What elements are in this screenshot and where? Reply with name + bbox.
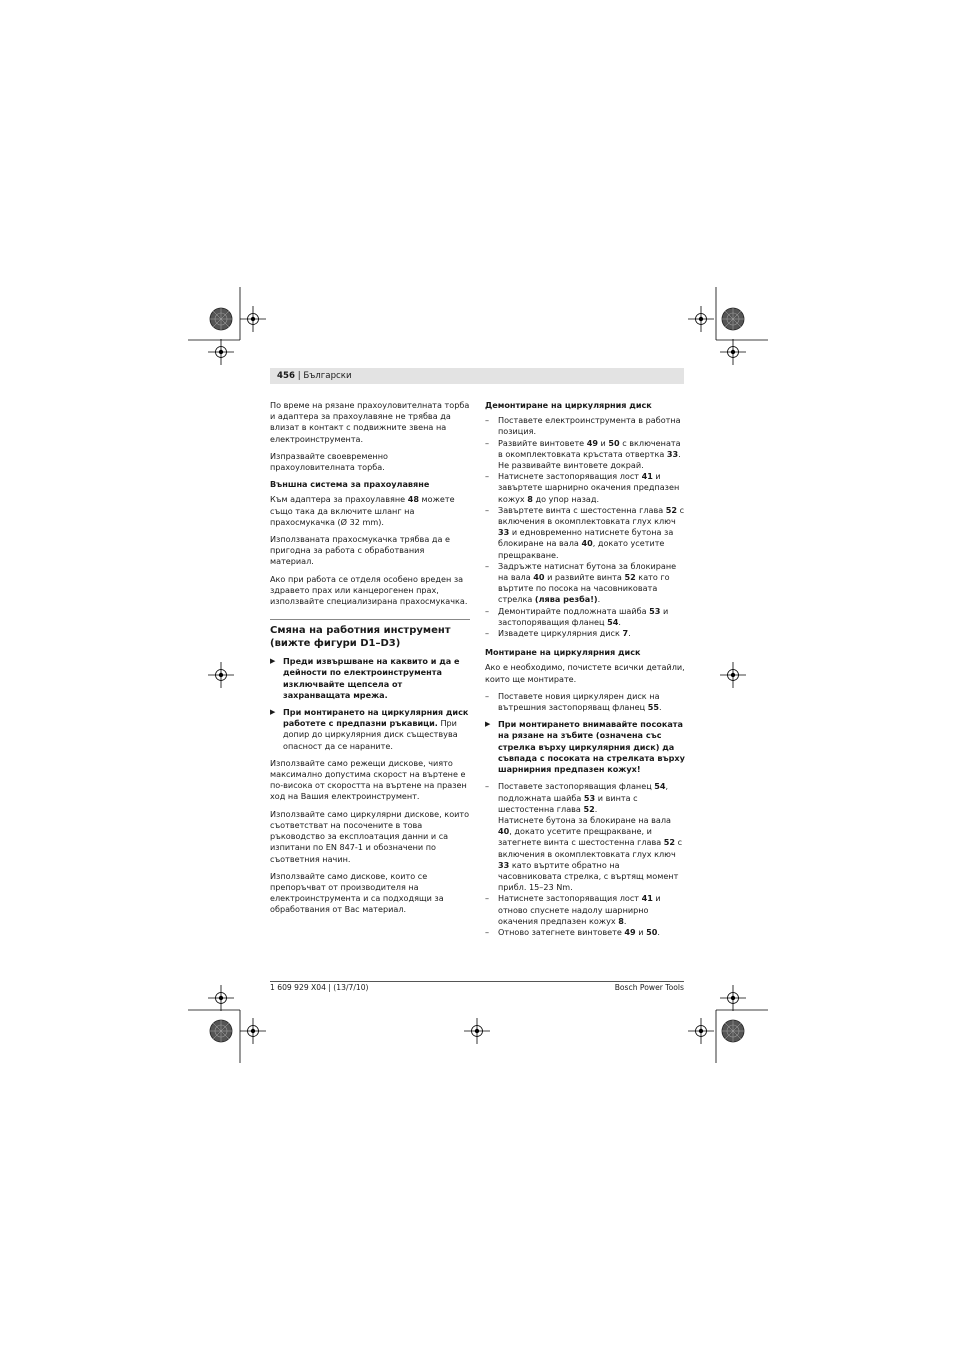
list-item: – Отново затегнете винтовете 49 и 50. <box>485 927 685 938</box>
mount-steps <box>485 691 685 938</box>
paragraph: Ако е необходимо, почистете всички детайли, които ще монтирате. <box>485 662 685 684</box>
list-item: – Натиснете застопоряващия лост 41 и завъртете шарнирно окачения предпазен кожух 8 до упор назад. <box>485 471 685 505</box>
page-header <box>270 368 684 384</box>
paragraph: Използвайте само режещи дискове, чиято максимално допустима скорост на въртене е по-висока от скоростта на въртене на празен ход на Вашия електроинструмент. <box>270 757 467 802</box>
list-item: – Завъртете винта с шестостенна глава 52 с включения в окомплектовката глух ключ 33 и едновременно натиснете бутона за блокиране на вала 40, докато усетите прещракване. <box>485 505 685 561</box>
paragraph: Ако при работа се отделя особено вреден за здравето прах или канцерогенен прах, използвайте специализирана прахосмукачка. <box>270 573 468 607</box>
list-item: – Развийте винтовете 49 и 50 с включената в окомплектовката кръстата отвертка 33. Не развивайте винтовете докрай. <box>485 438 685 472</box>
paragraph: По време на рязане прахоуловителната торба и адаптера за прахоулавяне не трябва да влизат в контакт с подвижните звена на електроинструмента. <box>270 400 470 444</box>
paragraph: Използвайте само циркулярни дискове, които съответстват на посочените в това ръководство за експлоатация данни и са изпитани по EN 847-1 и обозначени по съответния начин. <box>270 808 470 864</box>
right-column <box>485 400 685 944</box>
list-item: – Демонтирайте подложната шайба 53 и застопоряващия фланец 54. <box>485 606 685 628</box>
list-item: – Натиснете застопоряващия лост 41 и отново спуснете надолу шарнирно окачения предпазен кожух 8. <box>485 893 685 927</box>
paragraph: Изпразвайте своевременно прахоуловителната торба. <box>270 450 388 473</box>
warning-item: ▶ Преди извършване на каквито и да е дейности по електроинструмента изключвайте щепсела от захранващата мрежа. <box>270 656 470 701</box>
paragraph: Използвайте само дискове, които се препоръчват от производителя на електроинструмента и са подходящи за обработвания от Вас материал. <box>270 870 444 915</box>
dismount-steps <box>485 415 685 639</box>
section-heading: Външна система за прахоулавяне <box>270 479 430 490</box>
section-heading: Монтиране на циркулярния диск <box>485 647 641 658</box>
warning-list <box>270 656 470 752</box>
list-item: – Поставете новия циркулярен диск на вътрешния застопоряващ фланец 55. <box>485 691 685 713</box>
footer-brand: Bosch Power Tools <box>614 983 684 992</box>
footer-doc-number: 1 609 929 X04 | (13/7/10) <box>270 983 369 992</box>
header-separator: | <box>297 371 301 381</box>
paragraph: Към адаптера за прахоулавяне 48 можете също така да включите шланг на прахосмукачка (Ø 32 mm). <box>270 494 455 527</box>
warning-item: ▶ При монтирането внимавайте посоката на рязане на зъбите (означена със стрелка върху циркулярния диск) да съвпада с посоката на стрелката върху шарнирния предпазен кожух! <box>485 719 685 775</box>
section-heading: Демонтиране на циркулярния диск <box>485 400 652 410</box>
list-item: – Задръжте натиснат бутона за блокиране на вала 40 и развийте винта 52 като го въртите по посока на часовниковата стрелка (лява резба!). <box>485 561 685 606</box>
left-column <box>270 400 470 922</box>
list-item: – Поставете електроинструмента в работна позиция. <box>485 415 685 437</box>
chapter-heading: Смяна на работния инструмент (вижте фигури D1–D3) <box>270 619 470 650</box>
list-item: – Поставете застопоряващия фланец 54, подложната шайба 53 и винта с шестостенна глава 52. Натиснете бутона за блокиране на вала 40, докато усетите прещракване, и затегнете винта с шестостенна глава 52 с включения в окомплектовката глух ключ 33 като въртите обратно на часовниковата стрелка, с въртящ момент прибл. 15–23 Nm. <box>485 781 685 893</box>
page-footer <box>270 981 684 993</box>
list-item: – Извадете циркулярния диск 7. <box>485 628 685 639</box>
paragraph: Използваната прахосмукачка трябва да е пригодна за работа с обработвания материал. <box>270 534 450 567</box>
page-number: 456 <box>277 371 295 381</box>
header-language: Български <box>303 371 352 381</box>
warning-item: ▶ При монтирането на циркулярния диск работете с предпазни ръкавици. При допир до циркулярния диск съществува опасност да се нараните. <box>270 707 470 752</box>
